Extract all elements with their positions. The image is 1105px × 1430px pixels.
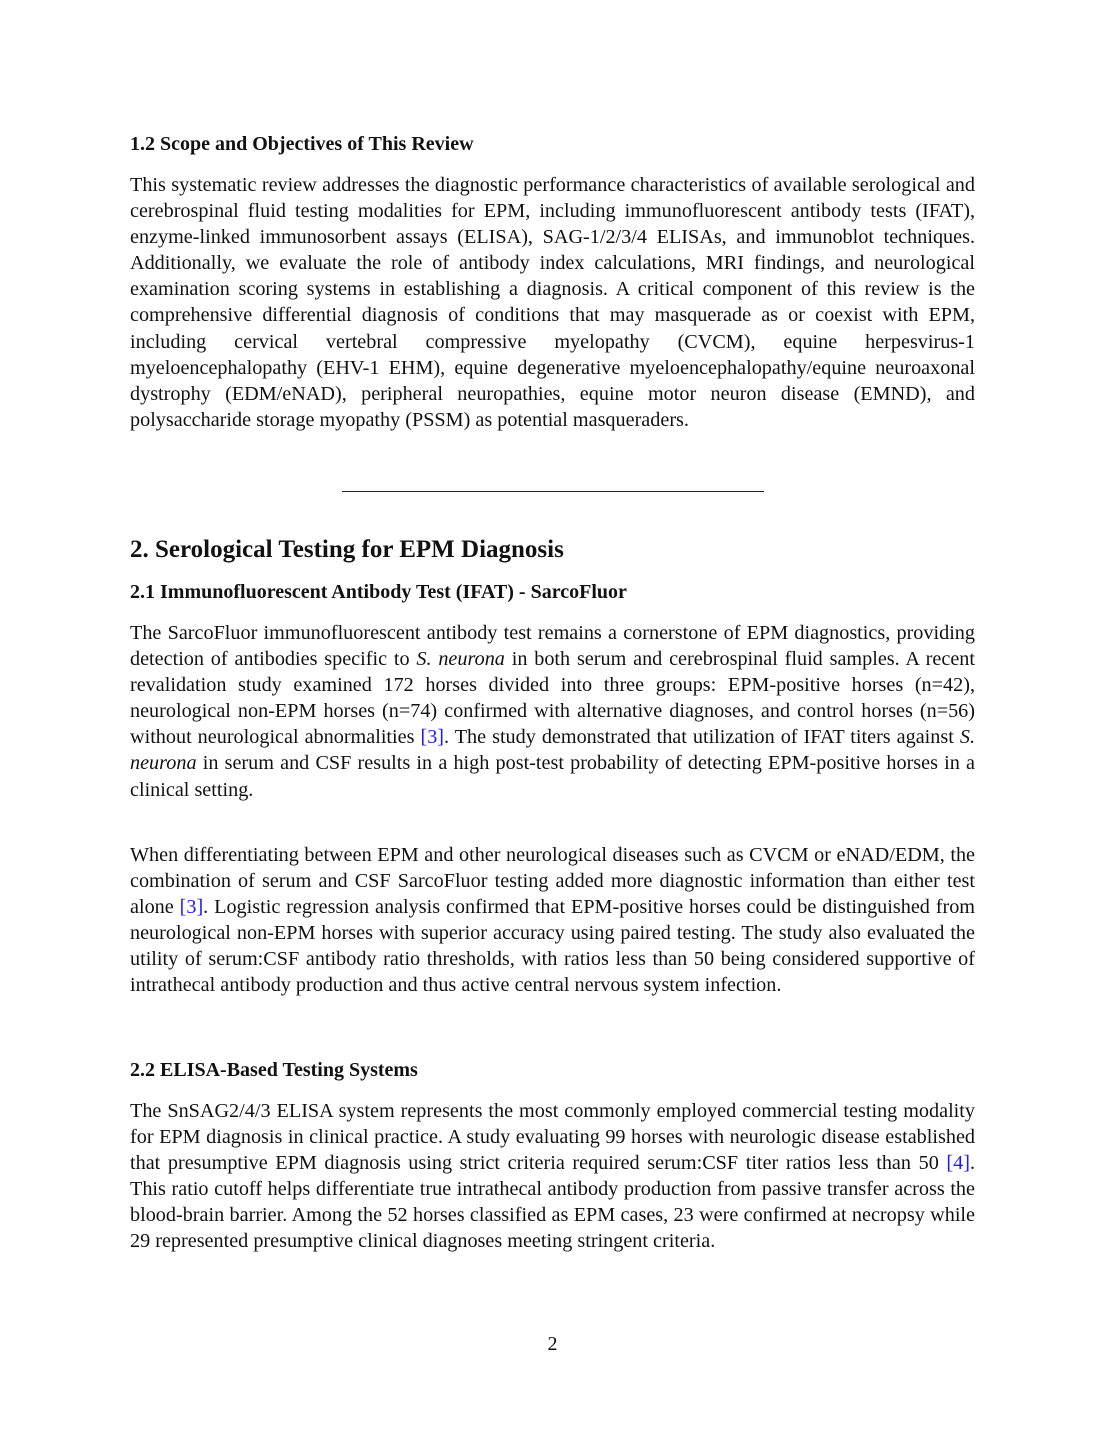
text: . This ratio cutoff helps differentiate true intrathecal antibody production from passive transfer across the blood-brain barrier. Among the 52 horses classified as EPM cases, 23 were confirmed at necropsy while 29 represented presumptive clinical diagnoses meeting stringent criteria. bbox=[130, 1152, 975, 1253]
section-2-1-paragraph-1 bbox=[130, 620, 975, 803]
section-1-2-paragraph: This systematic review addresses the diagnostic performance characteristics of available serological and cerebrospinal fluid testing modalities for EPM, including immunofluorescent antibody tests (IFAT), enzyme-linked immunosorbent assays (ELISA), SAG-1/2/3/4 ELISAs, and immunoblot techniques. Additionally, we evaluate the role of antibody index calculations, MRI findings, and neurological examination scoring systems in establishing a diagnosis. A critical component of this review is the comprehensive differential diagnosis of conditions that may masquerade as or coexist with EPM, including cervical vertebral compressive myelopathy (CVCM), equine herpesvirus-1 myeloencephalopathy (EHV-1 EHM), equine degenerative myeloencephalopathy/equine neuroaxonal dystrophy (EDM/eNAD), peripheral neuropathies, equine motor neuron disease (EMND), and polysaccharide storage myopathy (PSSM) as potential masqueraders. bbox=[130, 174, 975, 431]
citation-link-3[interactable]: [3] bbox=[179, 896, 204, 919]
text: When differentiating between EPM and other neurological diseases such as CVCM or eNAD/EDM, the combination of serum and CSF SarcoFluor testing added more diagnostic information than either test alone bbox=[130, 844, 975, 919]
section-2-heading: 2. Serological Testing for EPM Diagnosis bbox=[130, 536, 564, 563]
section-2-2-heading: 2.2 ELISA-Based Testing Systems bbox=[130, 1059, 418, 1081]
text: . The study demonstrated that utilization of IFAT titers against bbox=[444, 726, 960, 749]
text: . Logistic regression analysis confirmed that EPM-positive horses could be distinguished from neurological non-EPM horses with superior accuracy using paired testing. The study also evaluated the utility of serum:CSF antibody ratio thresholds, with ratios less than 50 being considered supportive of intrathecal antibody production and thus active central nervous system infection. bbox=[130, 896, 976, 997]
citation-link-4[interactable]: [4] bbox=[946, 1152, 970, 1175]
page-number: 2 bbox=[547, 1333, 558, 1355]
section-2-1-paragraph-2 bbox=[130, 842, 975, 999]
citation-link-3[interactable]: [3] bbox=[420, 726, 445, 749]
text: The SarcoFluor immunofluorescent antibody test remains a cornerstone of EPM diagnostics, providing detection of antibodies specific to bbox=[130, 622, 975, 671]
text: The SnSAG2/4/3 ELISA system represents the most commonly employed commercial testing modality for EPM diagnosis in clinical practice. A study evaluating 99 horses with neurologic disease established that presumptive EPM diagnosis using strict criteria required serum:CSF titer ratios less than 50 bbox=[130, 1100, 975, 1175]
section-2-2-paragraph-1 bbox=[130, 1098, 975, 1255]
text: in serum and CSF results in a high post-test probability of detecting EPM-positive horses in a clinical setting. bbox=[130, 752, 975, 801]
section-divider bbox=[342, 491, 764, 492]
text: in both serum and cerebrospinal fluid samples. A recent revalidation study examined 172 horses divided into three groups: EPM-positive horses (n=42), neurological non-EPM horses (n=74) confirmed with alternative diagnoses, and control horses (n=56) without neurological abnormalities bbox=[130, 648, 975, 749]
species-name: S. neurona bbox=[130, 726, 975, 775]
species-name: S. neurona bbox=[416, 648, 505, 671]
section-2-1-heading: 2.1 Immunofluorescent Antibody Test (IFAT) - SarcoFluor bbox=[130, 581, 627, 603]
section-1-2-heading: 1.2 Scope and Objectives of This Review bbox=[130, 133, 474, 155]
